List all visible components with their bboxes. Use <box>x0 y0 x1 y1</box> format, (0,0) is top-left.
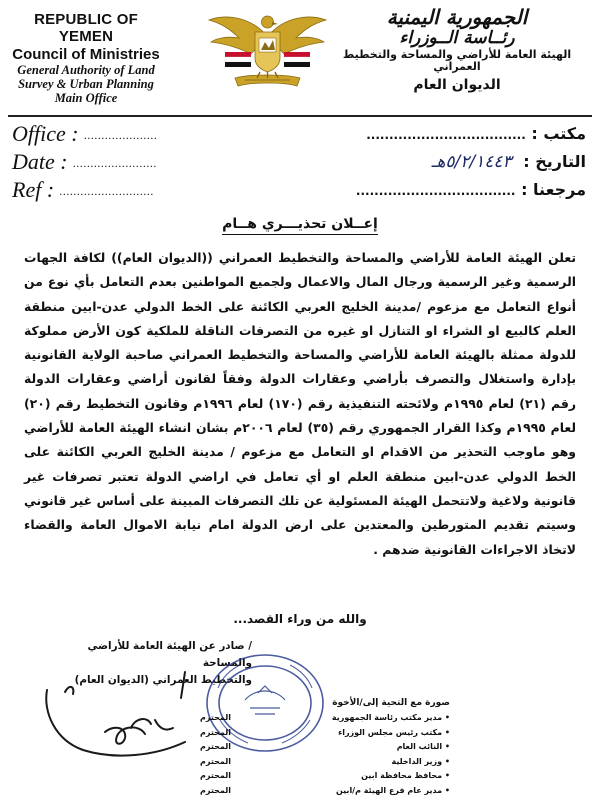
date-value-ar: ٥/٢/١٤٤٣هـ <box>431 152 512 172</box>
header-divider <box>8 115 592 117</box>
recipient: • النائب العام <box>397 740 450 755</box>
date-field <box>12 148 212 176</box>
date-dots: ........................ <box>73 156 158 170</box>
issuer-line1: / صادر عن الهيئة العامة للأراضي والمساحة <box>87 640 252 669</box>
recipient-honorific: المحترم <box>200 742 231 751</box>
ref-dots-ar: ................................... <box>355 184 516 198</box>
recipient-honorific: المحترم <box>200 727 231 737</box>
country-name-ar: الجمهورية اليمنية <box>386 5 528 29</box>
office-field-ar <box>336 120 586 148</box>
recipient-honorific: المحترم <box>200 771 231 780</box>
ref-label: Ref : <box>12 177 55 202</box>
letterhead-english <box>6 12 166 105</box>
office-label: Office : <box>12 121 79 146</box>
presidency-name-ar: رئــاسة الــوزراء <box>399 28 515 48</box>
yemen-eagle-emblem-icon <box>205 6 330 101</box>
ref-dots: ........................... <box>59 184 155 198</box>
date-label: Date : <box>12 149 68 174</box>
distribution-row <box>200 726 450 741</box>
date-field-ar <box>336 148 586 176</box>
letterhead-arabic <box>322 6 592 93</box>
date-label-ar: التاريخ : <box>523 152 586 171</box>
authority-name-ar: الهيئة العامة للأراضي والمساحة والتخطيط العمراني <box>342 47 572 74</box>
meta-fields-arabic <box>336 120 586 204</box>
notice-body: تعلن الهيئة العامة للأراضي والمساحة والتخطيط العمراني ((الديوان العام)) لكافة الجهات الرسمية وغير الرسمية ورجال المال والاعمال ولجميع المواطنين بعدم التعامل بأي نوع من أنواع التعامل مع مزعوم /مدينة الخليج العربي الكائنة على الخط الدولي عدن-ابين منطقة العلم كالبيع او الشراء او التنازل او غيره من التصرفات الناقلة للملكية كون الأرض مملوكة للدولة ممثلة بالهيئة العامة للأراضي والمساحة والتخطيط العمراني صاحبة الولاية القانونية بإدارة واستغلال والتصرف بأراضي وعقارات الدولة وفقاً لقانون أراضي وعقارات الدولة رقم (٢١) لعام ١٩٩٥م ولائحته التنفيذية رقم (١٧٠) لعام ١٩٩٦م وقانون التخطيط رقم (٢٠) لعام ١٩٩٥م وكذا القرار الجمهوري رقم (٣٥) لعام ٢٠٠٦م بشان انشاء الهيئة العامة للأراضي وهو ماوجب التحذير من الاقدام او التعامل مع مزعوم / مدينة الخليج العربي الكائنة على الخط الدولي عدن-ابين منطقة العلم او أي تعامل في اراضي الدولة تعتبر تصرفات غير قانونية ولاغية ولاتتحمل الهيئة المسئولية عن تلك التصرفات المبينة على أساس غير قانوني وسيتم تقديم المتورطين والمعتدين على ارض الدولة امام نيابة الاموال العامة والقضاء لاتخاذ الاجراءات القانونية ضدهم . <box>24 250 577 557</box>
notice-title <box>0 216 600 232</box>
recipient: • وزير الداخلية <box>391 755 450 770</box>
office-name-ar: الديوان العام <box>413 76 501 93</box>
recipient: • محافظ محافظة ابين <box>361 769 450 784</box>
recipient: • مدير مكتب رئاسة الجمهورية <box>332 711 450 726</box>
recipient-honorific: المحترم <box>200 785 231 795</box>
office-dots: ..................... <box>84 128 158 142</box>
office-label-ar: مكتب : <box>531 124 586 143</box>
recipient-honorific: المحترم <box>200 713 231 722</box>
distribution-row <box>200 769 450 784</box>
handwritten-signature-icon <box>35 662 205 772</box>
recipient: • مكتب رئيس مجلس الوزراء <box>338 726 450 741</box>
recipient-honorific: المحترم <box>200 756 231 766</box>
meta-fields-english <box>12 120 212 204</box>
office-name-en: Main Office <box>54 91 118 106</box>
country-name-en: REPUBLIC OF YEMEN <box>34 11 138 45</box>
authority-line2-en: Survey & Urban Planning <box>18 77 154 92</box>
distribution-row <box>200 784 450 799</box>
ref-label-ar: مرجعنا : <box>521 180 586 199</box>
ref-field <box>12 176 212 204</box>
closing-phrase: والله من وراء القصد... <box>233 612 367 626</box>
authority-line1-en: General Authority of Land <box>17 63 155 78</box>
notice-title-text: إعــلان تحذيـــري هــام <box>222 216 378 235</box>
distribution-row <box>200 740 450 755</box>
distribution-list <box>200 698 450 798</box>
distribution-row <box>200 755 450 770</box>
distribution-row <box>200 711 450 726</box>
ref-field-ar <box>336 176 586 204</box>
recipient: • مدير عام فرع الهيئة م/ابين <box>336 784 450 799</box>
distribution-title: صورة مع التحية إلى/الأخوة <box>332 698 450 708</box>
office-dots-ar: ................................... <box>366 128 526 142</box>
issuer-line2: والتخطيط العمراني (الديوان العام) <box>74 674 252 686</box>
council-name-en: Council of Ministries <box>12 45 160 63</box>
office-field <box>12 120 212 148</box>
